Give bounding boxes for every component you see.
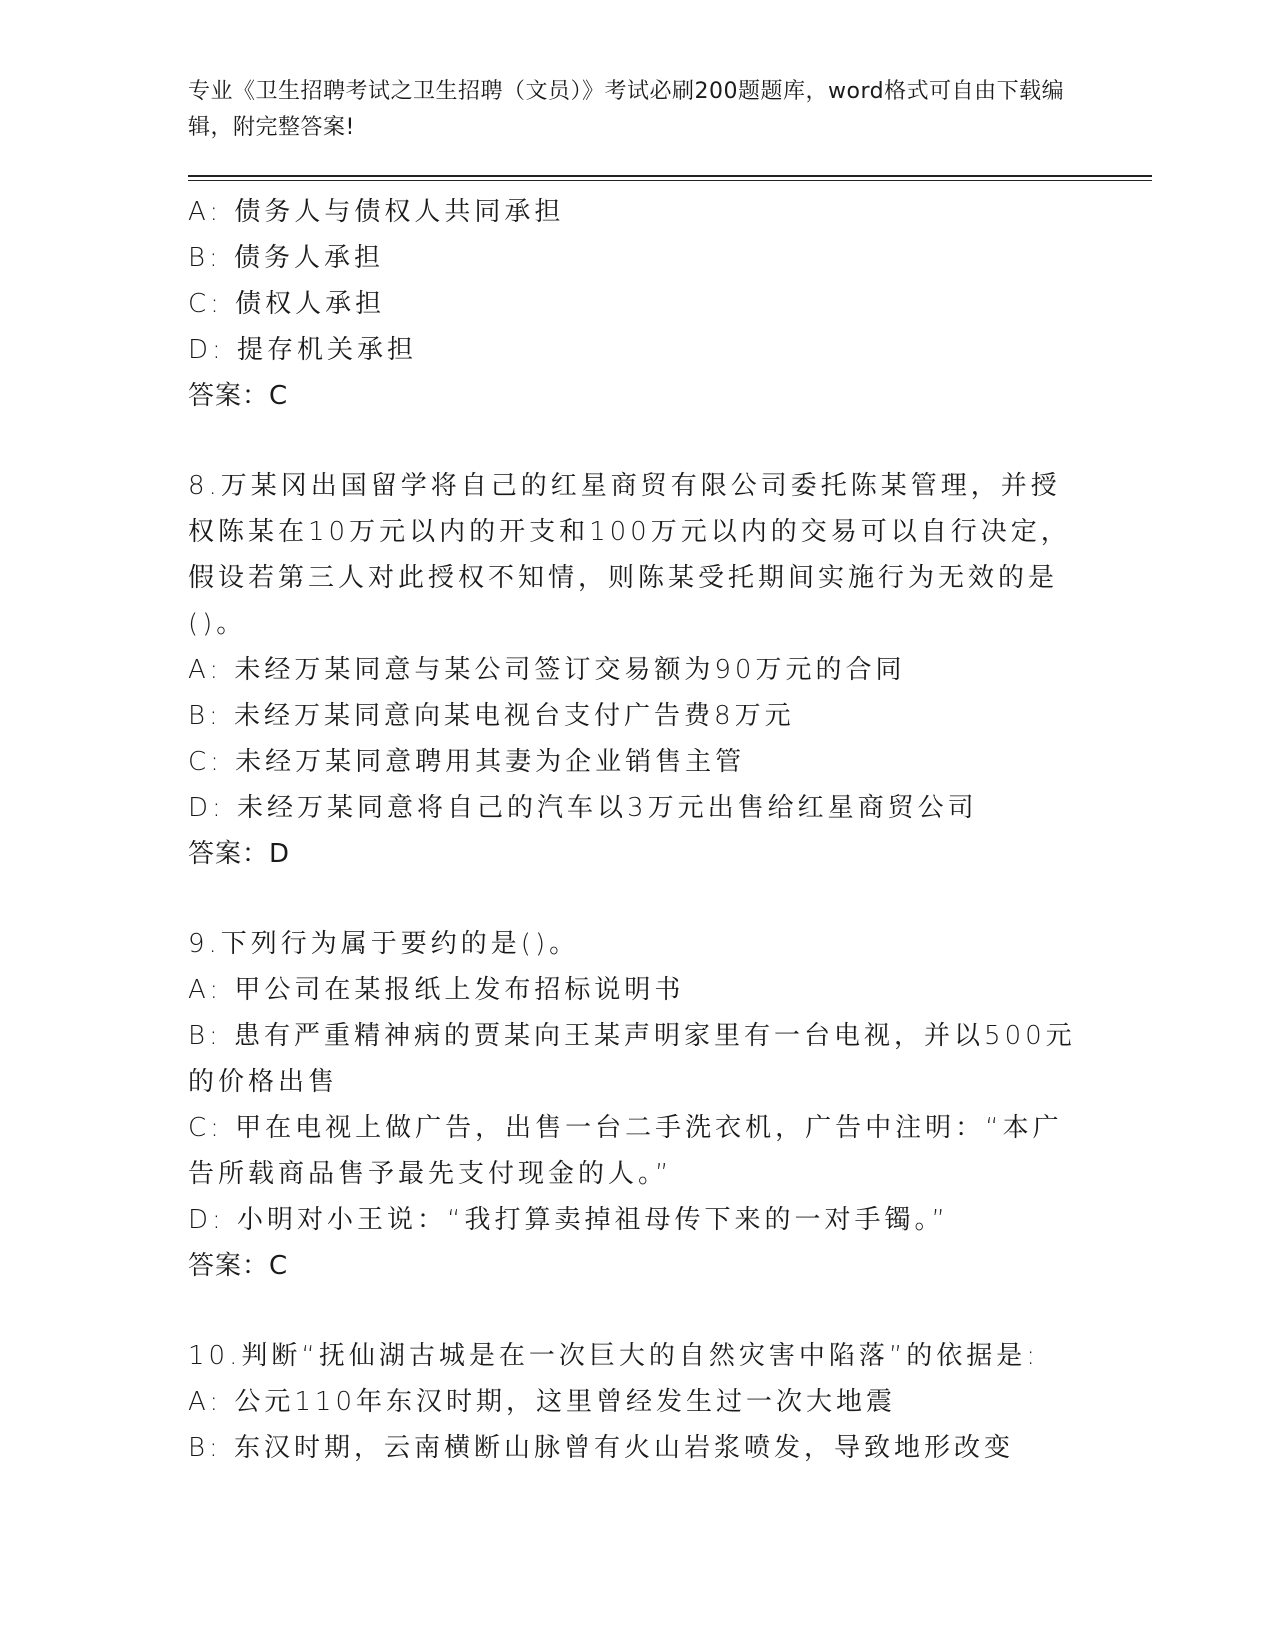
option-b: B: 东汉时期，云南横断山脉曾有火山岩浆喷发，导致地形改变 <box>188 1433 1015 1463</box>
question-block-10 <box>188 1333 1088 1471</box>
spacer <box>188 419 1088 463</box>
header-rule-thin <box>188 180 1152 181</box>
option-a: A: 公元110年东汉时期，这里曾经发生过一次大地震 <box>188 1387 896 1417</box>
option-c: C: 甲在电视上做广告，出售一台二手洗衣机，广告中注明：“本广告所载商品售予最先支付现金的人。” <box>188 1113 1063 1189</box>
question-block-8 <box>188 463 1088 877</box>
answer-line: 答案：C <box>188 381 289 411</box>
document-header: 专业《卫生招聘考试之卫生招聘（文员）》考试必刷200题题库，word格式可自由下载编辑，附完整答案! <box>188 79 1065 140</box>
question-stem: 10.判断“抚仙湖古城是在一次巨大的自然灾害中陷落”的依据是: <box>188 1341 1040 1371</box>
option-c: C: 债权人承担 <box>188 289 386 319</box>
option-d: D: 未经万某同意将自己的汽车以3万元出售给红星商贸公司 <box>188 793 978 823</box>
question-content <box>188 189 1088 1471</box>
question-block-9 <box>188 921 1088 1289</box>
option-b: B: 患有严重精神病的贾某向王某声明家里有一台电视，并以500元的价格出售 <box>188 1021 1076 1097</box>
answer-line: 答案：C <box>188 1251 289 1281</box>
question-block-prev <box>188 189 1088 419</box>
option-c: C: 未经万某同意聘用其妻为企业销售主管 <box>188 747 746 777</box>
header-rule-thick <box>188 175 1152 177</box>
spacer <box>188 877 1088 921</box>
option-a: A: 甲公司在某报纸上发布招标说明书 <box>188 975 685 1005</box>
option-b: B: 债务人承担 <box>188 243 385 273</box>
option-d: D: 提存机关承担 <box>188 335 418 365</box>
option-a: A: 未经万某同意与某公司签订交易额为90万元的合同 <box>188 655 906 685</box>
option-a: A: 债务人与债权人共同承担 <box>188 197 565 227</box>
spacer <box>188 1289 1088 1333</box>
option-d: D: 小明对小王说：“我打算卖掉祖母传下来的一对手镯。” <box>188 1205 949 1235</box>
question-stem: 8.万某冈出国留学将自己的红星商贸有限公司委托陈某管理，并授权陈某在10万元以内的开支和100万元以内的交易可以自行决定，假设若第三人对此授权不知情，则陈某受托期间实施行为无效的是()。 <box>188 471 1071 639</box>
answer-line: 答案：D <box>188 839 291 869</box>
option-b: B: 未经万某同意向某电视台支付广告费8万元 <box>188 701 795 731</box>
question-stem: 9.下列行为属于要约的是()。 <box>188 929 580 959</box>
